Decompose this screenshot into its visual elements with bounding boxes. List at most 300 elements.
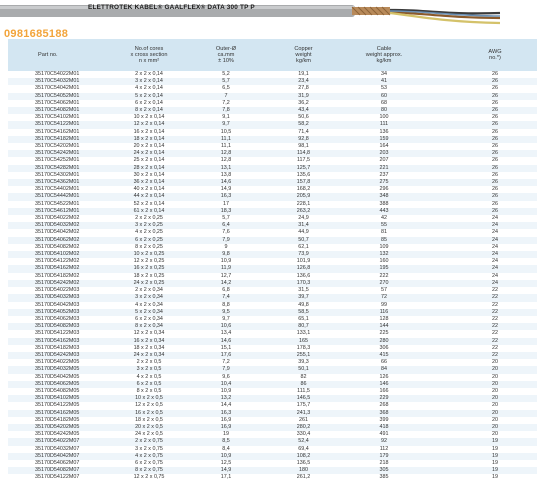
part-no-cell: 35170D54242M02 <box>8 280 110 287</box>
cable-weight-cell: 207 <box>379 157 389 164</box>
copper-weight-cell: 117,5 <box>296 157 311 164</box>
part-no-cell: 35170D54022M03 <box>35 287 80 294</box>
outer-diameter-cell: 7,2 <box>222 99 230 106</box>
cores-cell: 24 x 2 x 0,34 <box>110 352 188 359</box>
part-no-cell: 35170D54242M03 <box>8 352 110 359</box>
copper-weight-cell: 136,6 <box>296 272 311 279</box>
table-row <box>8 402 537 409</box>
cable-weight-cell: 57 <box>381 287 387 294</box>
table-row <box>8 186 537 193</box>
awg-cell: 22 <box>425 294 537 301</box>
cable-weight-cell: 268 <box>379 402 389 409</box>
outer-diameter-cell: 15,1 <box>220 344 232 351</box>
outer-diameter-cell: 13,8 <box>220 171 232 178</box>
cores-cell: 20 x 2 x 0,5 <box>110 424 188 431</box>
cores-cell: 18 x 2 x 0,14 <box>110 136 188 143</box>
part-no-cell: 35170C54252M01 <box>35 157 80 164</box>
table-row <box>8 237 537 244</box>
cores-cell: 30 x 2 x 0,14 <box>133 171 165 178</box>
awg-cell: 26 <box>492 114 498 121</box>
copper-weight-cell: 261 <box>299 416 308 423</box>
table-body <box>8 71 537 482</box>
table-row <box>8 374 537 381</box>
part-no-cell: 35170D54202M05 <box>8 424 110 431</box>
copper-weight-cell: 135,6 <box>296 171 311 178</box>
cable-weight-cell: 72 <box>343 294 425 301</box>
outer-diameter-cell: 5,7 <box>188 78 264 85</box>
table-row <box>8 330 537 337</box>
awg-cell: 26 <box>425 208 537 215</box>
part-no-cell: 35170C54082M01 <box>8 107 110 114</box>
table-row <box>8 424 537 431</box>
awg-cell: 24 <box>425 251 537 258</box>
table-row <box>8 100 537 107</box>
outer-diameter-cell: 7,8 <box>188 107 264 114</box>
header-copper-weight: Copper weight kg/km <box>294 45 313 65</box>
table-row <box>8 302 537 309</box>
cable-weight-cell: 388 <box>379 200 389 207</box>
awg-cell: 20 <box>492 373 498 380</box>
cable-weight-cell: 80 <box>343 107 425 114</box>
cores-cell: 28 x 2 x 0,14 <box>110 165 188 172</box>
cores-cell: 3 x 2 x 0,75 <box>135 445 163 452</box>
cores-cell: 6 x 2 x 0,34 <box>135 315 163 322</box>
awg-cell: 22 <box>492 330 498 337</box>
table-row <box>8 208 537 215</box>
outer-diameter-cell: 14,9 <box>220 186 232 193</box>
cable-weight-cell: 399 <box>379 416 389 423</box>
awg-cell: 26 <box>425 93 537 100</box>
cores-cell: 2 x 2 x 0,5 <box>136 359 162 366</box>
cable-weight-cell: 116 <box>343 309 425 316</box>
header-outer-diameter: Outer-Ø ca.mm ± 10% <box>215 45 237 65</box>
copper-weight-cell: 205,9 <box>264 193 343 200</box>
part-no-cell: 35170C54202M01 <box>35 143 80 150</box>
cable-weight-cell: 296 <box>379 186 389 193</box>
awg-cell: 26 <box>492 200 498 207</box>
table-row <box>8 338 537 345</box>
cores-cell: 12 x 2 x 0,75 <box>133 474 165 481</box>
outer-diameter-cell: 10,9 <box>220 258 232 265</box>
cores-cell: 12 x 2 x 0,34 <box>133 330 165 337</box>
copper-weight-cell: 280,2 <box>264 424 343 431</box>
cable-weight-cell: 305 <box>343 467 425 474</box>
awg-cell: 26 <box>425 150 537 157</box>
cable-weight-cell: 418 <box>343 424 425 431</box>
cores-cell: 8 x 2 x 0,25 <box>135 243 163 250</box>
cable-weight-cell: 84 <box>343 366 425 373</box>
awg-cell: 24 <box>425 237 537 244</box>
part-no-cell: 35170D54182M03 <box>35 344 80 351</box>
cable-weight-cell: 415 <box>343 352 425 359</box>
copper-weight-cell: 58,5 <box>264 309 343 316</box>
cable-weight-cell: 146 <box>343 381 425 388</box>
copper-weight-cell: 125,7 <box>264 165 343 172</box>
copper-weight-cell: 31,4 <box>264 222 343 229</box>
table-row <box>8 121 537 128</box>
awg-cell: 24 <box>492 215 498 222</box>
part-no-cell: 35170D54122M03 <box>35 330 80 337</box>
awg-cell: 26 <box>492 143 498 150</box>
table-row <box>8 93 537 100</box>
cable-weight-cell: 203 <box>343 150 425 157</box>
cable-weight-cell: 100 <box>379 114 389 121</box>
copper-weight-cell: 98,1 <box>298 143 309 150</box>
cable-weight-cell: 385 <box>379 474 389 481</box>
part-no-cell: 35170C54032M01 <box>8 78 110 85</box>
outer-diameter-cell: 7,9 <box>188 366 264 373</box>
awg-cell: 22 <box>425 338 537 345</box>
awg-cell: 20 <box>492 387 498 394</box>
part-no-cell: 35170D54102M05 <box>8 395 110 402</box>
cores-cell: 2 x 2 x 0,14 <box>135 71 163 77</box>
outer-diameter-cell: 7,2 <box>222 359 230 366</box>
cores-cell: 8 x 2 x 0,5 <box>136 387 162 394</box>
cores-cell: 18 x 2 x 0,25 <box>133 272 165 279</box>
part-no-cell: 35170D54082M07 <box>8 467 110 474</box>
part-no-cell: 35170D54102M02 <box>8 251 110 258</box>
copper-weight-cell: 36,2 <box>298 99 309 106</box>
part-no-cell: 35170C54182M01 <box>8 136 110 143</box>
copper-weight-cell: 175,7 <box>296 402 311 409</box>
table-row <box>8 193 537 200</box>
table-row <box>8 366 537 373</box>
part-no-cell: 35170C54162M01 <box>35 128 80 135</box>
awg-cell: 26 <box>492 128 498 135</box>
outer-diameter-cell: 18,3 <box>188 208 264 215</box>
cable-weight-cell: 112 <box>379 445 389 452</box>
copper-weight-cell: 170,3 <box>264 280 343 287</box>
outer-diameter-cell: 9,1 <box>222 114 230 121</box>
copper-weight-cell: 24,9 <box>298 215 309 222</box>
awg-cell: 20 <box>492 359 498 366</box>
awg-cell: 26 <box>425 121 537 128</box>
awg-cell: 24 <box>492 258 498 265</box>
outer-diameter-cell: 9,7 <box>188 121 264 128</box>
outer-diameter-cell: 13,2 <box>188 395 264 402</box>
cores-cell: 3 x 2 x 0,14 <box>110 78 188 85</box>
cable-weight-cell: 179 <box>343 453 425 460</box>
cable-weight-cell: 60 <box>343 93 425 100</box>
awg-cell: 19 <box>492 459 498 466</box>
outer-diameter-cell: 11,1 <box>188 136 264 143</box>
table-row <box>8 265 537 272</box>
outer-diameter-cell: 13,1 <box>188 165 264 172</box>
awg-cell: 20 <box>425 424 537 431</box>
awg-cell: 20 <box>492 416 498 423</box>
table-row <box>8 229 537 236</box>
cable-weight-cell: 85 <box>343 237 425 244</box>
awg-cell: 19 <box>425 467 537 474</box>
cable-weight-cell: 491 <box>379 431 389 438</box>
cable-weight-cell: 41 <box>343 78 425 85</box>
outer-diameter-cell: 19 <box>223 431 229 438</box>
awg-cell: 19 <box>492 474 498 481</box>
awg-cell: 20 <box>425 366 537 373</box>
copper-weight-cell: 255,1 <box>264 352 343 359</box>
outer-diameter-cell: 8,4 <box>222 445 230 452</box>
cores-cell: 6 x 2 x 0,25 <box>110 237 188 244</box>
copper-weight-cell: 65,1 <box>298 315 309 322</box>
part-no-cell: 35170C54282M01 <box>8 165 110 172</box>
table-row <box>8 460 537 467</box>
copper-weight-cell: 146,5 <box>264 395 343 402</box>
cable-weight-cell: 34 <box>381 71 387 77</box>
table-row <box>8 201 537 208</box>
outer-diameter-cell: 8,8 <box>222 301 230 308</box>
table-row <box>8 345 537 352</box>
cable-weight-cell: 160 <box>379 258 389 265</box>
outer-diameter-cell: 7,9 <box>188 237 264 244</box>
cores-cell: 10 x 2 x 0,5 <box>110 395 188 402</box>
table-row <box>8 172 537 179</box>
part-no-cell: 35170D54122M02 <box>35 258 80 265</box>
cable-weight-cell: 128 <box>379 315 389 322</box>
cable-weight-cell: 306 <box>379 344 389 351</box>
cable-weight-cell: 99 <box>381 301 387 308</box>
part-no-cell: 35170D54062M02 <box>8 237 110 244</box>
outer-diameter-cell: 16,9 <box>220 416 232 423</box>
cores-cell: 3 x 2 x 0,25 <box>110 222 188 229</box>
part-no-cell: 35170D54032M03 <box>8 294 110 301</box>
part-no-cell: 35170C54102M01 <box>35 114 80 121</box>
outer-diameter-cell: 9 <box>224 243 228 250</box>
outer-diameter-cell: 17,6 <box>188 352 264 359</box>
awg-cell: 26 <box>492 99 498 106</box>
cores-cell: 6 x 2 x 0,75 <box>135 459 163 466</box>
cable-weight-cell: 159 <box>343 136 425 143</box>
table-row <box>8 165 537 172</box>
part-no-cell: 35170D54032M05 <box>8 366 110 373</box>
awg-cell: 22 <box>492 315 498 322</box>
table-row <box>8 157 537 164</box>
copper-weight-cell: 19,1 <box>298 71 309 77</box>
cable-weight-cell: 368 <box>343 410 425 417</box>
outer-diameter-cell: 14,6 <box>188 338 264 345</box>
part-no-cell: 35170D54082M05 <box>35 387 80 394</box>
cable-weight-cell: 195 <box>343 265 425 272</box>
awg-cell: 26 <box>425 165 537 172</box>
table-row <box>8 136 537 143</box>
copper-weight-cell: 165 <box>264 338 343 345</box>
awg-cell: 20 <box>425 410 537 417</box>
watermark-phone: 0981685188 <box>4 28 69 40</box>
cable-weight-cell: 81 <box>381 229 387 236</box>
copper-weight-cell: 111,5 <box>297 387 310 394</box>
part-no-cell: 35170C54402M01 <box>35 186 80 193</box>
outer-diameter-cell: 10,6 <box>188 323 264 330</box>
awg-cell: 22 <box>425 309 537 316</box>
copper-weight-cell: 52,4 <box>264 438 343 445</box>
copper-weight-cell: 49,8 <box>298 301 309 308</box>
awg-cell: 19 <box>425 453 537 460</box>
cable-weight-cell: 348 <box>343 193 425 200</box>
part-no-cell: 35170C54612M01 <box>8 208 110 215</box>
cable-print-text: ELETTROTEK KABEL® GAALFLEX® DATA 300 TP P <box>88 4 255 11</box>
cores-cell: 2 x 2 x 0,34 <box>135 287 163 294</box>
part-no-cell: 35170D54022M07 <box>8 438 110 445</box>
cores-cell: 10 x 2 x 0,14 <box>133 114 165 121</box>
table-row <box>8 438 537 445</box>
copper-weight-cell: 228,1 <box>296 200 311 207</box>
table-row <box>8 395 537 402</box>
header-awg: AWG no.*) <box>488 48 502 61</box>
awg-cell: 26 <box>425 179 537 186</box>
table-row <box>8 467 537 474</box>
outer-diameter-cell: 6,8 <box>222 287 230 294</box>
cable-weight-cell: 136 <box>379 128 389 135</box>
part-no-cell: 35170D54182M02 <box>35 272 80 279</box>
part-no-cell: 35170C54522M01 <box>35 200 80 207</box>
table-row <box>8 273 537 280</box>
cores-cell: 4 x 2 x 0,34 <box>135 301 163 308</box>
cores-cell: 16 x 2 x 0,25 <box>110 265 188 272</box>
awg-cell: 20 <box>492 431 498 438</box>
part-no-cell: 35170D54062M03 <box>35 315 80 322</box>
outer-diameter-cell: 11,1 <box>220 143 232 150</box>
cores-cell: 16 x 2 x 0,14 <box>133 128 165 135</box>
cores-cell: 12 x 2 x 0,25 <box>133 258 165 265</box>
outer-diameter-cell: 14,9 <box>188 467 264 474</box>
cable-weight-cell: 53 <box>381 85 387 92</box>
cable-weight-cell: 280 <box>343 338 425 345</box>
table-row <box>8 474 537 481</box>
part-no-cell: 35170D54042M03 <box>35 301 80 308</box>
copper-weight-cell: 133,1 <box>296 330 311 337</box>
part-no-cell: 35170D54162M05 <box>8 410 110 417</box>
part-no-cell: 35170D54032M02 <box>8 222 110 229</box>
part-no-cell: 35170D54042M07 <box>8 453 110 460</box>
outer-diameter-cell: 14,6 <box>188 179 264 186</box>
table-row <box>8 323 537 330</box>
awg-cell: 26 <box>492 71 498 77</box>
awg-cell: 26 <box>492 157 498 164</box>
cable-weight-cell: 144 <box>343 323 425 330</box>
awg-cell: 20 <box>425 381 537 388</box>
table-row <box>8 215 537 222</box>
table-row <box>8 251 537 258</box>
table-row <box>8 410 537 417</box>
part-no-cell: 35170C54362M01 <box>8 179 110 186</box>
outer-diameter-cell: 9,7 <box>222 315 230 322</box>
awg-cell: 26 <box>425 136 537 143</box>
cable-weight-cell: 109 <box>379 243 389 250</box>
outer-diameter-cell: 6,5 <box>222 85 230 92</box>
copper-weight-cell: 62,1 <box>298 243 309 250</box>
cable-weight-cell: 55 <box>343 222 425 229</box>
part-no-cell: 35170C54122M01 <box>8 121 110 128</box>
copper-weight-cell: 180 <box>264 467 343 474</box>
cores-cell: 2 x 2 x 0,75 <box>110 438 188 445</box>
awg-cell: 22 <box>425 323 537 330</box>
awg-cell: 20 <box>425 395 537 402</box>
table-row <box>8 431 537 438</box>
outer-diameter-cell: 10,4 <box>188 381 264 388</box>
part-no-cell: 35170C54052M01 <box>8 93 110 100</box>
cores-cell: 20 x 2 x 0,14 <box>133 143 165 150</box>
part-no-cell: 35170D54042M05 <box>35 373 80 380</box>
outer-diameter-cell: 7 <box>188 93 264 100</box>
outer-diameter-cell: 12,5 <box>220 459 232 466</box>
outer-diameter-cell: 5,2 <box>222 71 230 77</box>
part-no-cell: 35170D54122M05 <box>35 402 80 409</box>
table-row <box>8 453 537 460</box>
cores-cell: 40 x 2 x 0,14 <box>133 186 165 193</box>
outer-diameter-cell: 12,8 <box>220 157 232 164</box>
copper-weight-cell: 58,2 <box>264 121 343 128</box>
cores-cell: 18 x 2 x 0,5 <box>135 416 163 423</box>
copper-weight-cell: 261,2 <box>296 474 311 481</box>
copper-weight-cell: 82 <box>300 373 307 380</box>
awg-cell: 24 <box>425 280 537 287</box>
outer-diameter-cell: 17,1 <box>220 474 232 481</box>
table-row <box>8 258 537 265</box>
copper-weight-cell: 73,9 <box>264 251 343 258</box>
table-row <box>8 85 537 92</box>
outer-diameter-cell: 13,4 <box>220 330 232 337</box>
cable-weight-cell: 42 <box>381 215 387 222</box>
cores-cell: 8 x 2 x 0,34 <box>110 323 188 330</box>
cores-cell: 44 x 2 x 0,14 <box>110 193 188 200</box>
copper-weight-cell: 101,9 <box>296 258 311 265</box>
cores-cell: 12 x 2 x 0,5 <box>135 402 163 409</box>
part-no-cell: 35170D54042M02 <box>35 229 80 236</box>
copper-weight-cell: 27,8 <box>298 85 309 92</box>
outer-diameter-cell: 16,9 <box>188 424 264 431</box>
cable-weight-cell: 126 <box>379 373 389 380</box>
part-no-cell: 35170D54062M05 <box>8 381 110 388</box>
part-no-cell: 35170D54162M03 <box>8 338 110 345</box>
copper-weight-cell: 157,8 <box>264 179 343 186</box>
cores-cell: 10 x 2 x 0,25 <box>110 251 188 258</box>
awg-cell: 24 <box>425 265 537 272</box>
cores-cell: 24 x 2 x 0,25 <box>110 280 188 287</box>
cable-weight-cell: 166 <box>379 387 389 394</box>
outer-diameter-cell: 14,2 <box>188 280 264 287</box>
header-cores: No.of cores x cross section n x mm² <box>130 45 168 65</box>
outer-diameter-cell: 10,9 <box>188 453 264 460</box>
part-no-cell: 35170C54042M01 <box>35 85 80 92</box>
awg-cell: 24 <box>425 222 537 229</box>
outer-diameter-cell: 7,6 <box>222 229 230 236</box>
outer-diameter-cell: 7,4 <box>188 294 264 301</box>
cable-weight-cell: 229 <box>343 395 425 402</box>
cores-cell: 18 x 2 x 0,34 <box>133 344 165 351</box>
cores-cell: 4 x 2 x 0,25 <box>135 229 163 236</box>
outer-diameter-cell: 10,9 <box>220 387 232 394</box>
copper-weight-cell: 178,3 <box>296 344 311 351</box>
part-no-cell: 35170D54062M07 <box>35 459 80 466</box>
awg-cell: 26 <box>492 171 498 178</box>
copper-weight-cell: 50,6 <box>298 114 309 121</box>
cable-weight-cell: 132 <box>343 251 425 258</box>
table-row <box>8 280 537 287</box>
cable-weight-cell: 111 <box>343 121 425 128</box>
copper-weight-cell: 50,1 <box>264 366 343 373</box>
copper-weight-cell: 126,8 <box>264 265 343 272</box>
cable-weight-cell: 275 <box>343 179 425 186</box>
table-row <box>8 114 537 121</box>
cores-cell: 36 x 2 x 0,14 <box>110 179 188 186</box>
part-no-cell: 35170D54032M07 <box>35 445 80 452</box>
table-row <box>8 107 537 114</box>
cores-cell: 24 x 2 x 0,5 <box>135 431 163 438</box>
cores-cell: 2 x 2 x 0,25 <box>135 215 163 222</box>
cable-weight-cell: 92 <box>343 438 425 445</box>
cable-weight-cell: 222 <box>379 272 389 279</box>
copper-weight-cell: 136,5 <box>296 459 311 466</box>
table-row <box>8 143 537 150</box>
